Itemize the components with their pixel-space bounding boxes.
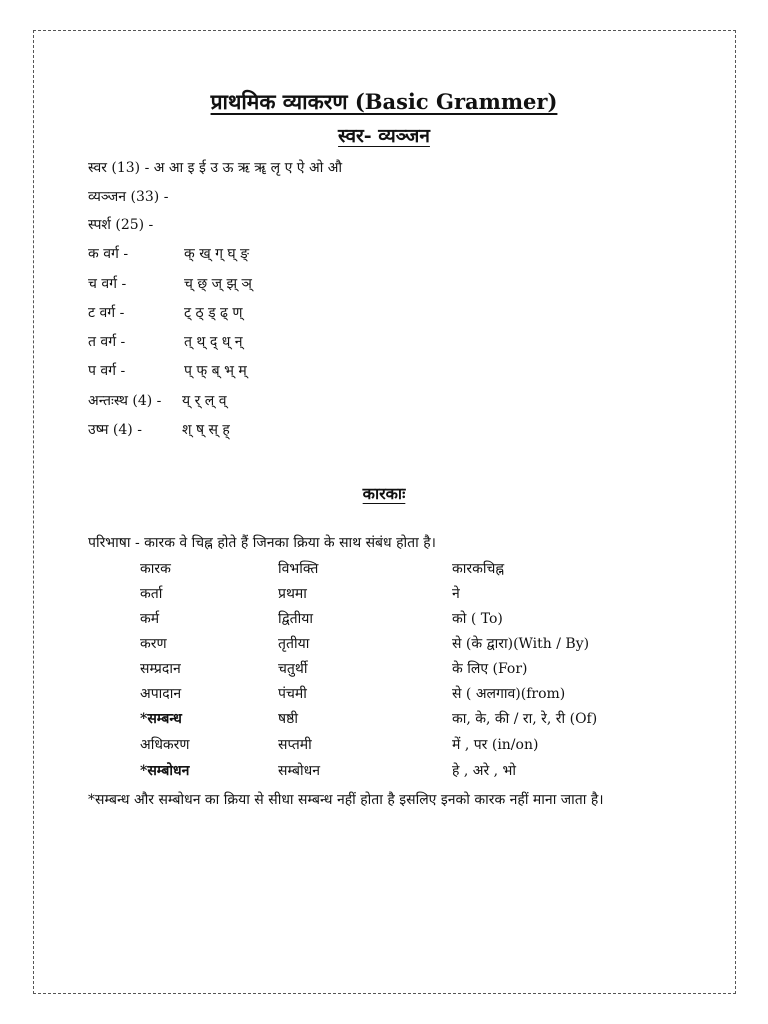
table-row: [0, 632, 768, 656]
karaka-chihna: हे , अरे , भो: [452, 763, 517, 779]
table-header-row: [0, 557, 768, 581]
table-row: [0, 607, 768, 631]
letter-row-label: ट वर्ग -: [88, 305, 125, 321]
karaka-name: सम्प्रदान: [140, 661, 181, 677]
karaka-name: *सम्बन्ध: [140, 711, 182, 727]
vibhakti-name: सप्तमी: [278, 737, 312, 753]
letter-row-value: क् ख् ग् घ् ङ्: [184, 246, 250, 262]
letter-row-label: स्वर (13) - अ आ इ ई उ ऊ ऋ ॠ लृ ए ऐ ओ औ: [88, 160, 343, 176]
column-header-vibhakti: विभक्ति: [278, 561, 319, 577]
letter-row-label: प वर्ग -: [88, 363, 126, 379]
letter-row-label: अन्तःस्थ (4) -: [88, 393, 162, 409]
letter-row-value: ट् ठ् ड् ढ् ण्: [184, 305, 243, 321]
karaka-chihna: से ( अलगाव)(from): [452, 686, 566, 702]
karaka-chihna: का, के, की / रा, रे, री (Of): [452, 711, 598, 727]
karaka-definition: परिभाषा - कारक वे चिह्न होते हैं जिनका क्रिया के साथ संबंध होता है।: [88, 535, 436, 551]
table-row: [0, 682, 768, 706]
karaka-chihna: से (के द्वारा)(With / By): [452, 636, 590, 652]
letter-row-value: श् ष् स् ह्: [182, 422, 230, 438]
table-row: [0, 707, 768, 731]
column-header-karaka: कारक: [140, 561, 171, 577]
letter-row-value: य् र् ल् व्: [182, 393, 227, 409]
letter-row-label: व्यञ्जन (33) -: [88, 189, 169, 205]
section-title-karaka: कारकाः: [362, 484, 406, 503]
column-header-chihna: कारकचिह्न: [452, 561, 505, 577]
karaka-chihna: में , पर (in/on): [452, 737, 539, 753]
table-row: [0, 582, 768, 606]
karaka-name: करण: [140, 636, 167, 652]
letter-row-label: त वर्ग -: [88, 334, 126, 350]
letter-row-value: प् फ् ब् भ् म्: [184, 363, 247, 379]
vibhakti-name: तृतीया: [278, 636, 310, 652]
karaka-chihna: ने: [452, 586, 460, 602]
table-row: [0, 657, 768, 681]
footnote: *सम्बन्ध और सम्बोधन का क्रिया से सीधा सम्बन्ध नहीं होता है इसलिए इनको कारक नहीं माना जाता है।: [88, 792, 604, 808]
table-row: [0, 759, 768, 783]
karaka-chihna: को ( To): [452, 611, 503, 627]
karaka-name: कर्ता: [140, 586, 163, 602]
karaka-name: कर्म: [140, 611, 160, 627]
section-title-swar-vyanjan: स्वर- व्यञ्जन: [338, 125, 430, 147]
vibhakti-name: पंचमी: [278, 686, 307, 702]
vibhakti-name: द्वितीया: [278, 611, 314, 627]
karaka-chihna: के लिए (For): [452, 661, 528, 677]
document-title: प्राथमिक व्याकरण (Basic Grammer): [210, 89, 558, 114]
letter-row-value: त् थ् द् ध् न्: [184, 334, 243, 350]
vibhakti-name: चतुर्थी: [278, 661, 308, 677]
vibhakti-name: षष्ठी: [278, 711, 298, 727]
letter-row-label: च वर्ग -: [88, 276, 127, 292]
vibhakti-name: सम्बोधन: [278, 763, 321, 779]
letter-row-label: स्पर्श (25) -: [88, 217, 154, 233]
letter-row-label: उष्म (4) -: [88, 422, 142, 438]
table-row: [0, 733, 768, 757]
vibhakti-name: प्रथमा: [278, 586, 307, 602]
karaka-name: अधिकरण: [140, 737, 190, 753]
karaka-name: अपादान: [140, 686, 182, 702]
karaka-name: *सम्बोधन: [140, 763, 190, 779]
letter-row-label: क वर्ग -: [88, 246, 129, 262]
letter-row-value: च् छ् ज् झ् ञ्: [184, 276, 252, 292]
